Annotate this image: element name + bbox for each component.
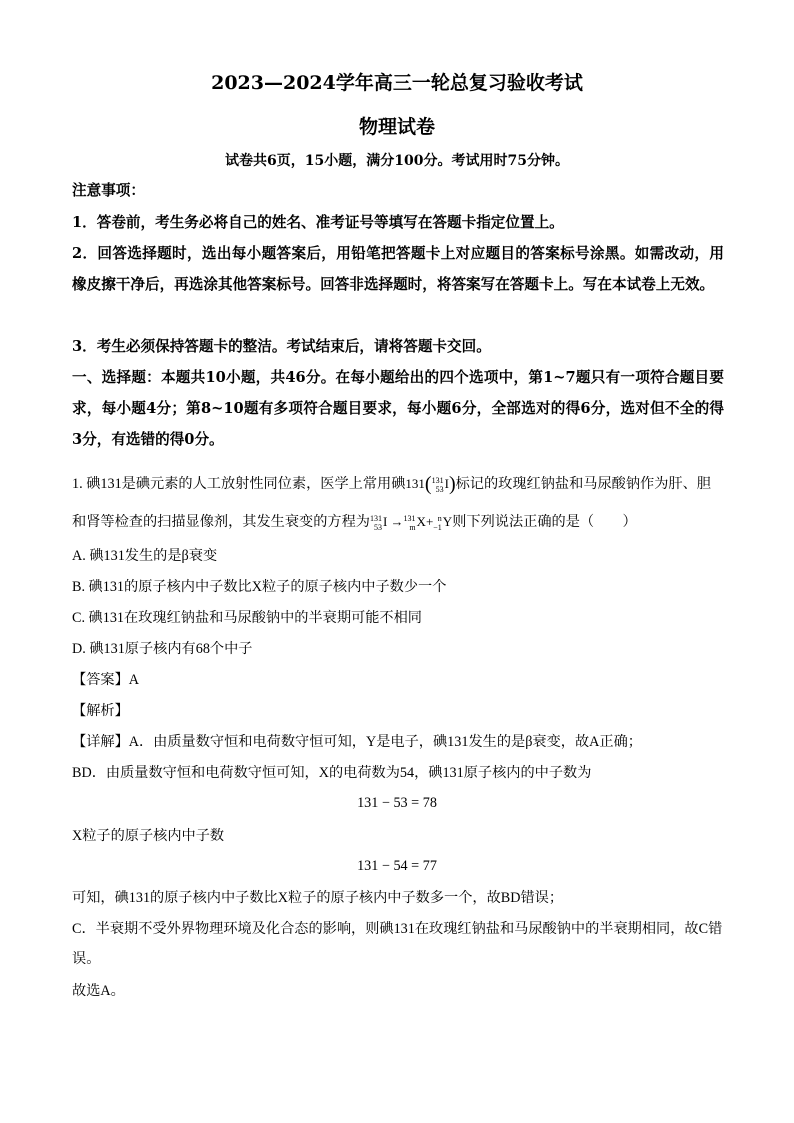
- isotope-prefix: 131: [405, 476, 425, 491]
- isotope-label: 131(131 53I): [405, 473, 456, 495]
- subject-title: 物理试卷: [358, 116, 435, 138]
- option-a: A. 碘131发生的是β衰变: [72, 548, 218, 564]
- stem-text-4: 则下列说法正确的是（ ）: [452, 514, 637, 530]
- lhs-charge: 53: [373, 523, 382, 533]
- formula-1: 131 − 53 = 78: [357, 795, 437, 811]
- lhs-mass: 131: [369, 514, 382, 524]
- option-b: B. 碘131的原子核内中子数比X粒子的原子核内中子数少一个: [72, 579, 447, 595]
- y-charge: −1: [433, 523, 442, 533]
- notice-item-3: 3．考生必须保持答题卡的整洁。考试结束后，请将答题卡交回。: [72, 338, 491, 355]
- formula-2: 131 − 54 = 77: [357, 858, 437, 874]
- y-mass: n: [437, 514, 442, 524]
- section-instructions: 一、选择题：本题共10小题，共46分。在每小题给出的四个选项中，第1~7题只有一项符合题目要求，每小题4分；第8~10题有多项符合题目要求，每小题6分，全部选对的得6分，选对但不全的得3分，有选错的得0分。: [72, 369, 724, 448]
- detail-line-2: BD．由质量数守恒和电荷数守恒可知，X的电荷数为54，碘131原子核内的中子数为: [72, 765, 592, 781]
- lhs-symbol: I: [382, 514, 388, 529]
- isotope-symbol: I: [444, 476, 449, 491]
- notice-item-2: 2．回答选择题时，选出每小题答案后，用铅笔把答题卡上对应题目的答案标号涂黑。如需改动，用橡皮擦干净后，再选涂其他答案标号。回答非选择题时，将答案写在答题卡上。写在本试卷上无效。: [72, 245, 724, 293]
- answer-label: 【答案】A: [72, 672, 139, 688]
- conclusion: 故选A。: [72, 983, 125, 999]
- x-mass: 131: [403, 514, 416, 524]
- stem-text-1: 1. 碘131是碘元素的人工放射性同位素，医学上常用碘: [72, 476, 406, 492]
- detail-line-5: C．半衰期不受外界物理环境及化合态的影响，则碘131在玫瑰红钠盐和马尿酸钠中的半衰期相同，故C错误。: [72, 921, 723, 967]
- notice-item-1: 1．答卷前，考生务必将自己的姓名、准考证号等填写在答题卡指定位置上。: [72, 214, 564, 231]
- arrow: →: [390, 514, 404, 529]
- stem-text-3: 和肾等检查的扫描显像剂，其发生衰变的方程为: [72, 514, 370, 530]
- detail-line-3: X粒子的原子核内中子数: [72, 828, 225, 844]
- x-charge: m: [409, 523, 416, 533]
- option-d: D. 碘131原子核内有68个中子: [72, 641, 253, 657]
- decay-equation: [369, 514, 453, 533]
- isotope-charge: 53: [435, 485, 444, 495]
- option-c: C. 碘131在玫瑰红钠盐和马尿酸钠中的半衰期可能不相同: [72, 610, 422, 626]
- plus: +: [425, 514, 434, 529]
- detail-line-1: 【详解】A．由质量数守恒和电荷数守恒可知，Y是电子，碘131发生的是β衰变，故A正确；: [72, 734, 642, 750]
- question-1-stem-line-2: [72, 507, 732, 537]
- notice-heading: 注意事项：: [72, 182, 145, 199]
- analysis-label: 【解析】: [72, 703, 129, 719]
- exam-title: 2023—2024学年高三一轮总复习验收考试: [211, 72, 583, 94]
- stem-text-2: 标记的玫瑰红钠盐和马尿酸钠作为肝、胆: [455, 476, 711, 492]
- question-1-stem-line-1: [72, 469, 732, 499]
- x-symbol: X: [416, 514, 426, 529]
- isotope-mass: 131: [431, 476, 444, 486]
- detail-line-4: 可知，碘131的原子核内中子数比X粒子的原子核内中子数多一个，故BD错误；: [72, 890, 564, 906]
- y-symbol: Y: [442, 514, 453, 529]
- exam-meta: 试卷共6页，15小题，满分100分。考试用时75分钟。: [225, 153, 569, 169]
